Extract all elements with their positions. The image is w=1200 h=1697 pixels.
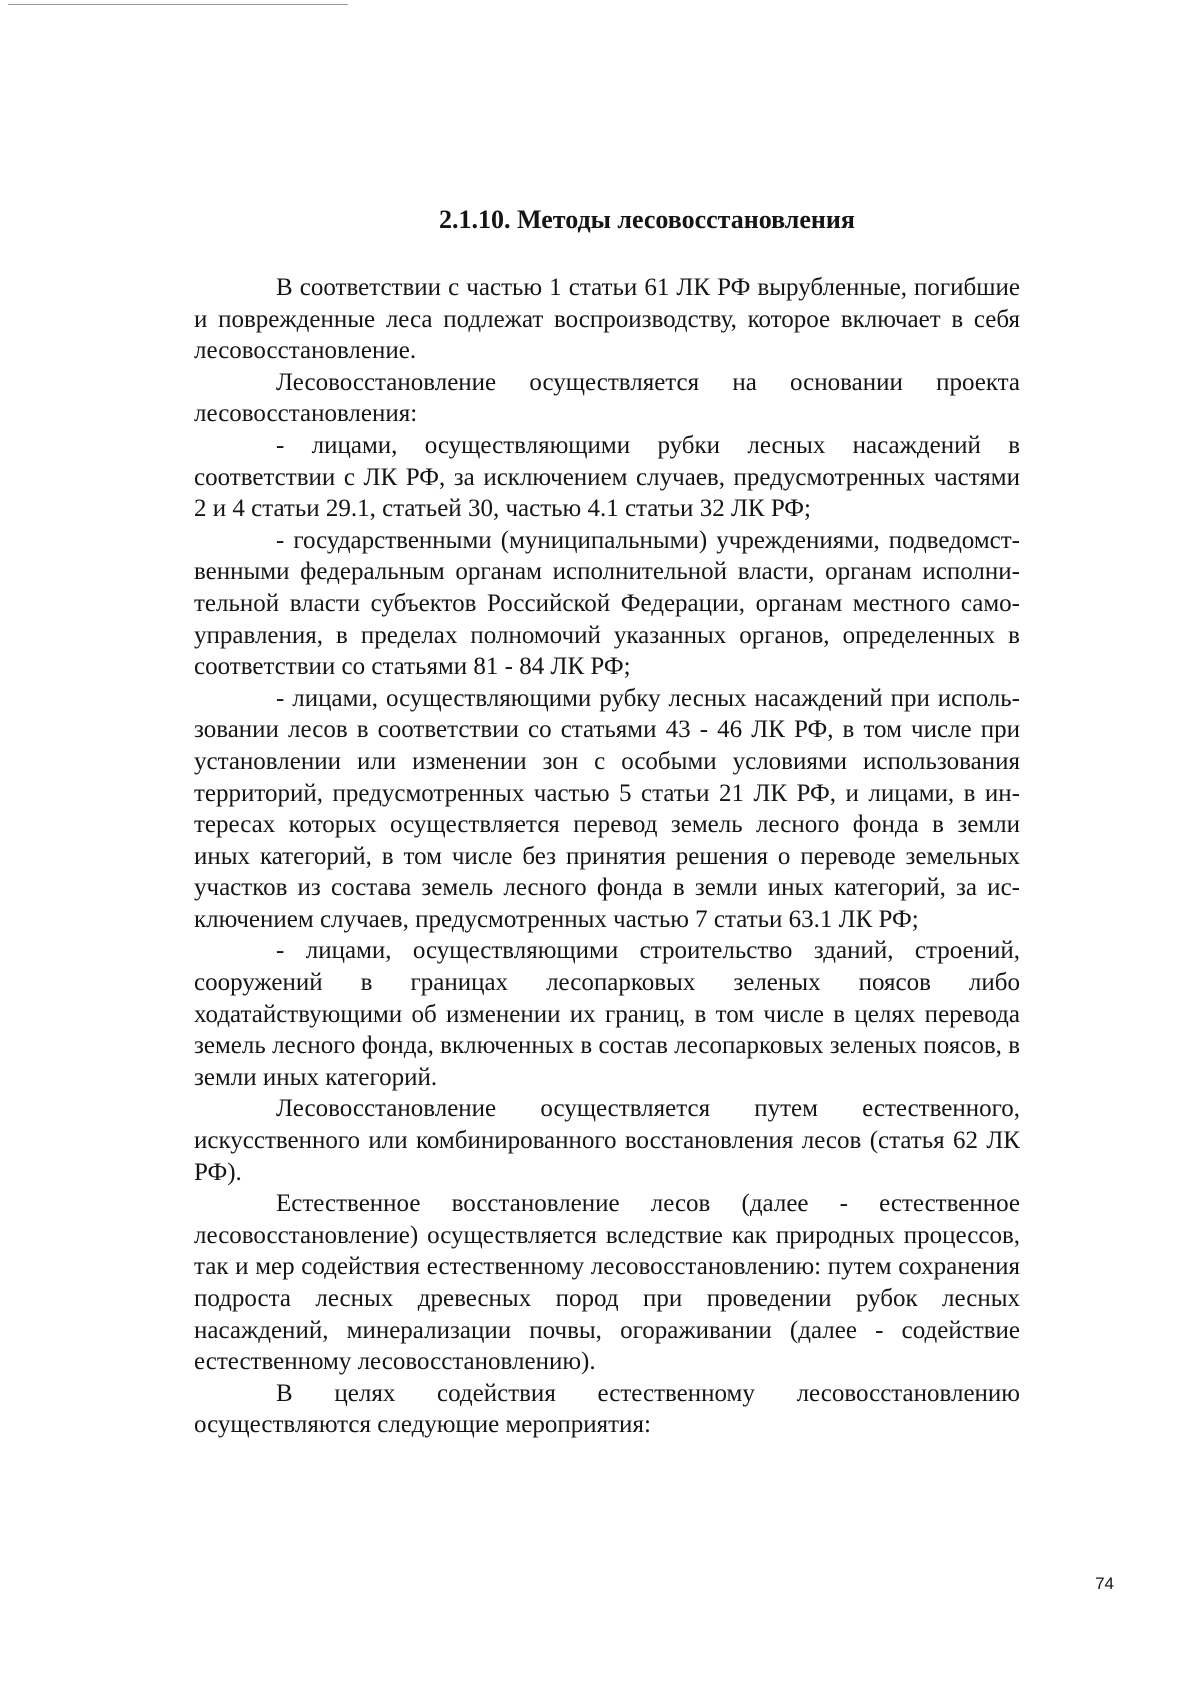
paragraph-1: В соответствии с частью 1 статьи 61 ЛК РФ вырубленные, погибшие и поврежденные леса подлежат воспроизводству, которое включает в себя лесовосстановление. [194, 274, 1020, 365]
document-body [194, 204, 1020, 1441]
scan-artifact-line [8, 4, 348, 5]
list-item-1: - лицами, осуществляющими рубки лесных насаждений в соответствии с ЛК РФ, за исключением случаев, предусмотренных частями 2 и 4 статьи 29.1, статьей 30, частью 4.1 статьи 32 ЛК РФ; [194, 431, 1020, 523]
list-item-4: - лицами, осуществляющими строительство зданий, строений, сооружений в границах лесопарковых зеленых поясов либо ходатайствующими об изменении их границ, в том числе в целях перевода земель лесного фонда, включенных в состав лесопарковых зеленых поясов, в земли иных категорий. [194, 937, 1020, 1091]
paragraph-2: Лесовосстановление осуществляется на основании проекта лесовосстановления: [194, 368, 1020, 428]
page-number: 74 [1095, 1574, 1114, 1593]
list-item-2: - государственными (муниципальными) учреждениями, подведомственными федеральным органам исполнительной власти, органам исполнительной власти субъектов Российской Федерации, органам местного самоуправления, в пределах полномочий указанных органов, определенных в соответствии со статьями 81 - 84 ЛК РФ; [194, 526, 1020, 681]
section-heading: 2.1.10. Методы лесовосстановления [439, 205, 855, 234]
list-item-3: - лицами, осуществляющими рубку лесных насаждений при использовании лесов в соответствии со статьями 43 - 46 ЛК РФ, в том числе при установлении или изменении зон с особыми условиями использования территорий, предусмотренных частью 5 статьи 21 ЛК РФ, и лицами, в интересах которых осуществляется перевод земель лесного фонда в земли иных категорий, в том числе без принятия решения о переводе земельных участков из состава земель лесного фонда в земли иных категорий, за исключением случаев, предусмотренных частью 7 статьи 63.1 ЛК РФ; [194, 684, 1020, 933]
paragraph-5: В целях содействия естественному лесовосстановлению осуществляются следующие мероприятия: [194, 1379, 1020, 1439]
paragraph-4: Естественное восстановление лесов (далее - естественное лесовосстановление) осуществляется вследствие как природных процессов, так и мер содействия естественному лесовосстановлению: путем сохранения подроста лесных древесных пород при проведении рубок лесных насаждений, минерализации почвы, огораживании (далее - содействие естественному лесовосстановлению). [194, 1190, 1020, 1376]
paragraph-3: Лесовосстановление осуществляется путем естественного, искусственного или комбинированного восстановления лесов (статья 62 ЛК РФ). [194, 1095, 1020, 1186]
